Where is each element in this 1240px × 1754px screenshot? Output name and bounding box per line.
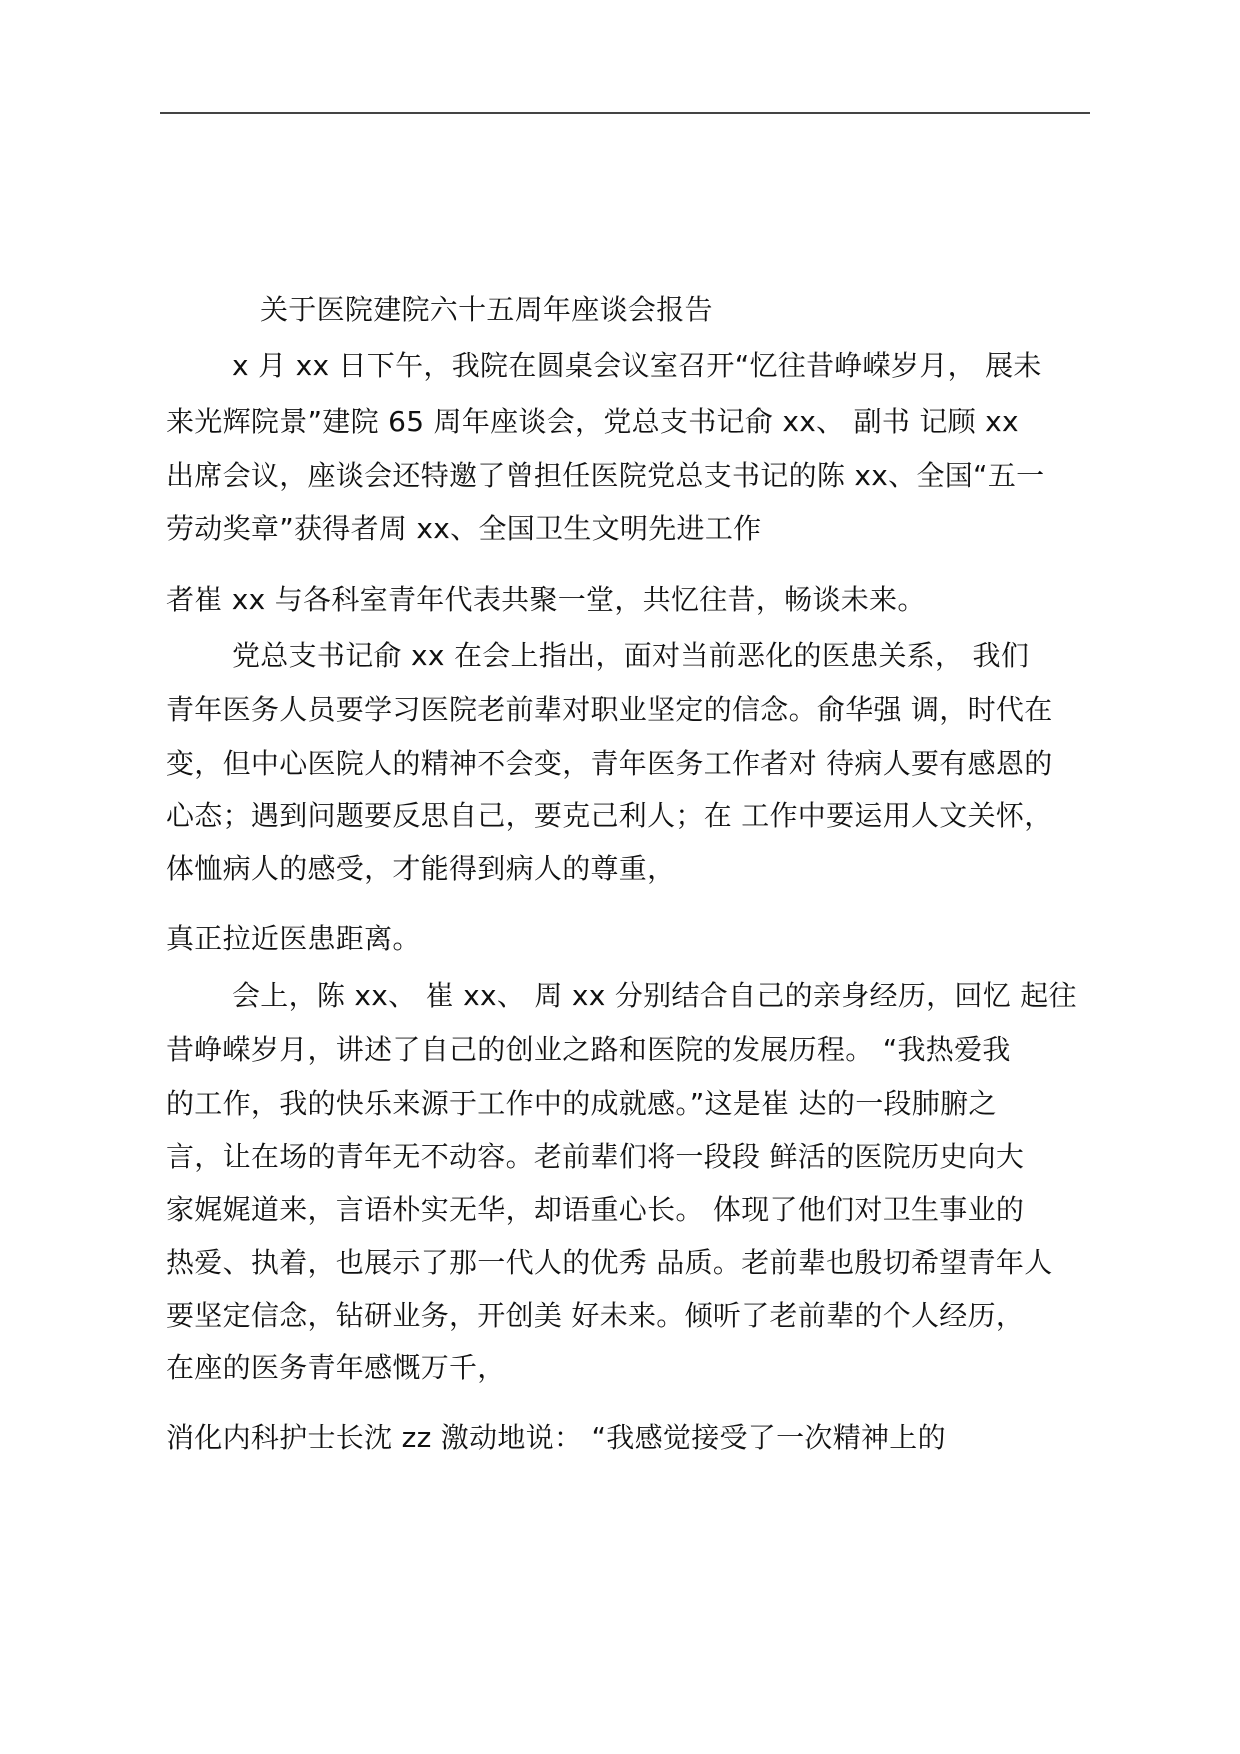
header-rule <box>160 112 1090 114</box>
paragraph-line: 会上，陈 xx、 崔 xx、 周 xx 分别结合自己的亲身经历，回忆 起往 <box>232 979 1077 1012</box>
paragraph-line: 者崔 xx 与各科室青年代表共聚一堂，共忆往昔，畅谈未来。 <box>166 583 926 616</box>
paragraph-line: 党总支书记俞 xx 在会上指出，面对当前恶化的医患关系， 我们 <box>232 639 1030 672</box>
paragraph-line: 劳动奖章”获得者周 xx、全国卫生文明先进工作 <box>166 512 762 545</box>
paragraph-line: 家娓娓道来，言语朴实无华，却语重心长。 体现了他们对卫生事业的 <box>166 1193 1025 1226</box>
paragraph-line: 昔峥嵘岁月，讲述了自己的创业之路和医院的发展历程。 “我热爱我 <box>166 1033 1011 1066</box>
paragraph-line: 言，让在场的青年无不动容。老前辈们将一段段 鲜活的医院历史向大 <box>166 1140 1025 1173</box>
paragraph-line: 真正拉近医患距离。 <box>166 922 421 955</box>
paragraph-line: 出席会议，座谈会还特邀了曾担任医院党总支书记的陈 xx、全国“五一 <box>166 459 1045 492</box>
paragraph-line: 心态；遇到问题要反思自己，要克己利人；在 工作中要运用人文关怀， <box>166 799 1053 832</box>
paragraph-line: 消化内科护士长沈 zz 激动地说： “我感觉接受了一次精神上的 <box>166 1421 946 1454</box>
paragraph-line: 来光辉院景”建院 65 周年座谈会，党总支书记俞 xx、 副书 记顾 xx <box>166 405 1019 438</box>
paragraph-line: x 月 xx 日下午，我院在圆桌会议室召开“忆往昔峥嵘岁月， 展未 <box>232 349 1042 382</box>
paragraph-line: 的工作，我的快乐来源于工作中的成就感。”这是崔 达的一段肺腑之 <box>166 1087 997 1120</box>
paragraph-line: 青年医务人员要学习医院老前辈对职业坚定的信念。俞华强 调，时代在 <box>166 693 1053 726</box>
paragraph-line: 体恤病人的感受，才能得到病人的尊重， <box>166 852 676 885</box>
paragraph-line: 在座的医务青年感慨万千， <box>166 1351 506 1384</box>
paragraph-line: 变，但中心医院人的精神不会变，青年医务工作者对 待病人要有感恩的 <box>166 747 1053 780</box>
paragraph-line: 要坚定信念，钻研业务，开创美 好未来。倾听了老前辈的个人经历， <box>166 1299 1025 1332</box>
document-title: 关于医院建院六十五周年座谈会报告 <box>260 293 713 326</box>
paragraph-line: 热爱、执着，也展示了那一代人的优秀 品质。老前辈也殷切希望青年人 <box>166 1246 1053 1279</box>
